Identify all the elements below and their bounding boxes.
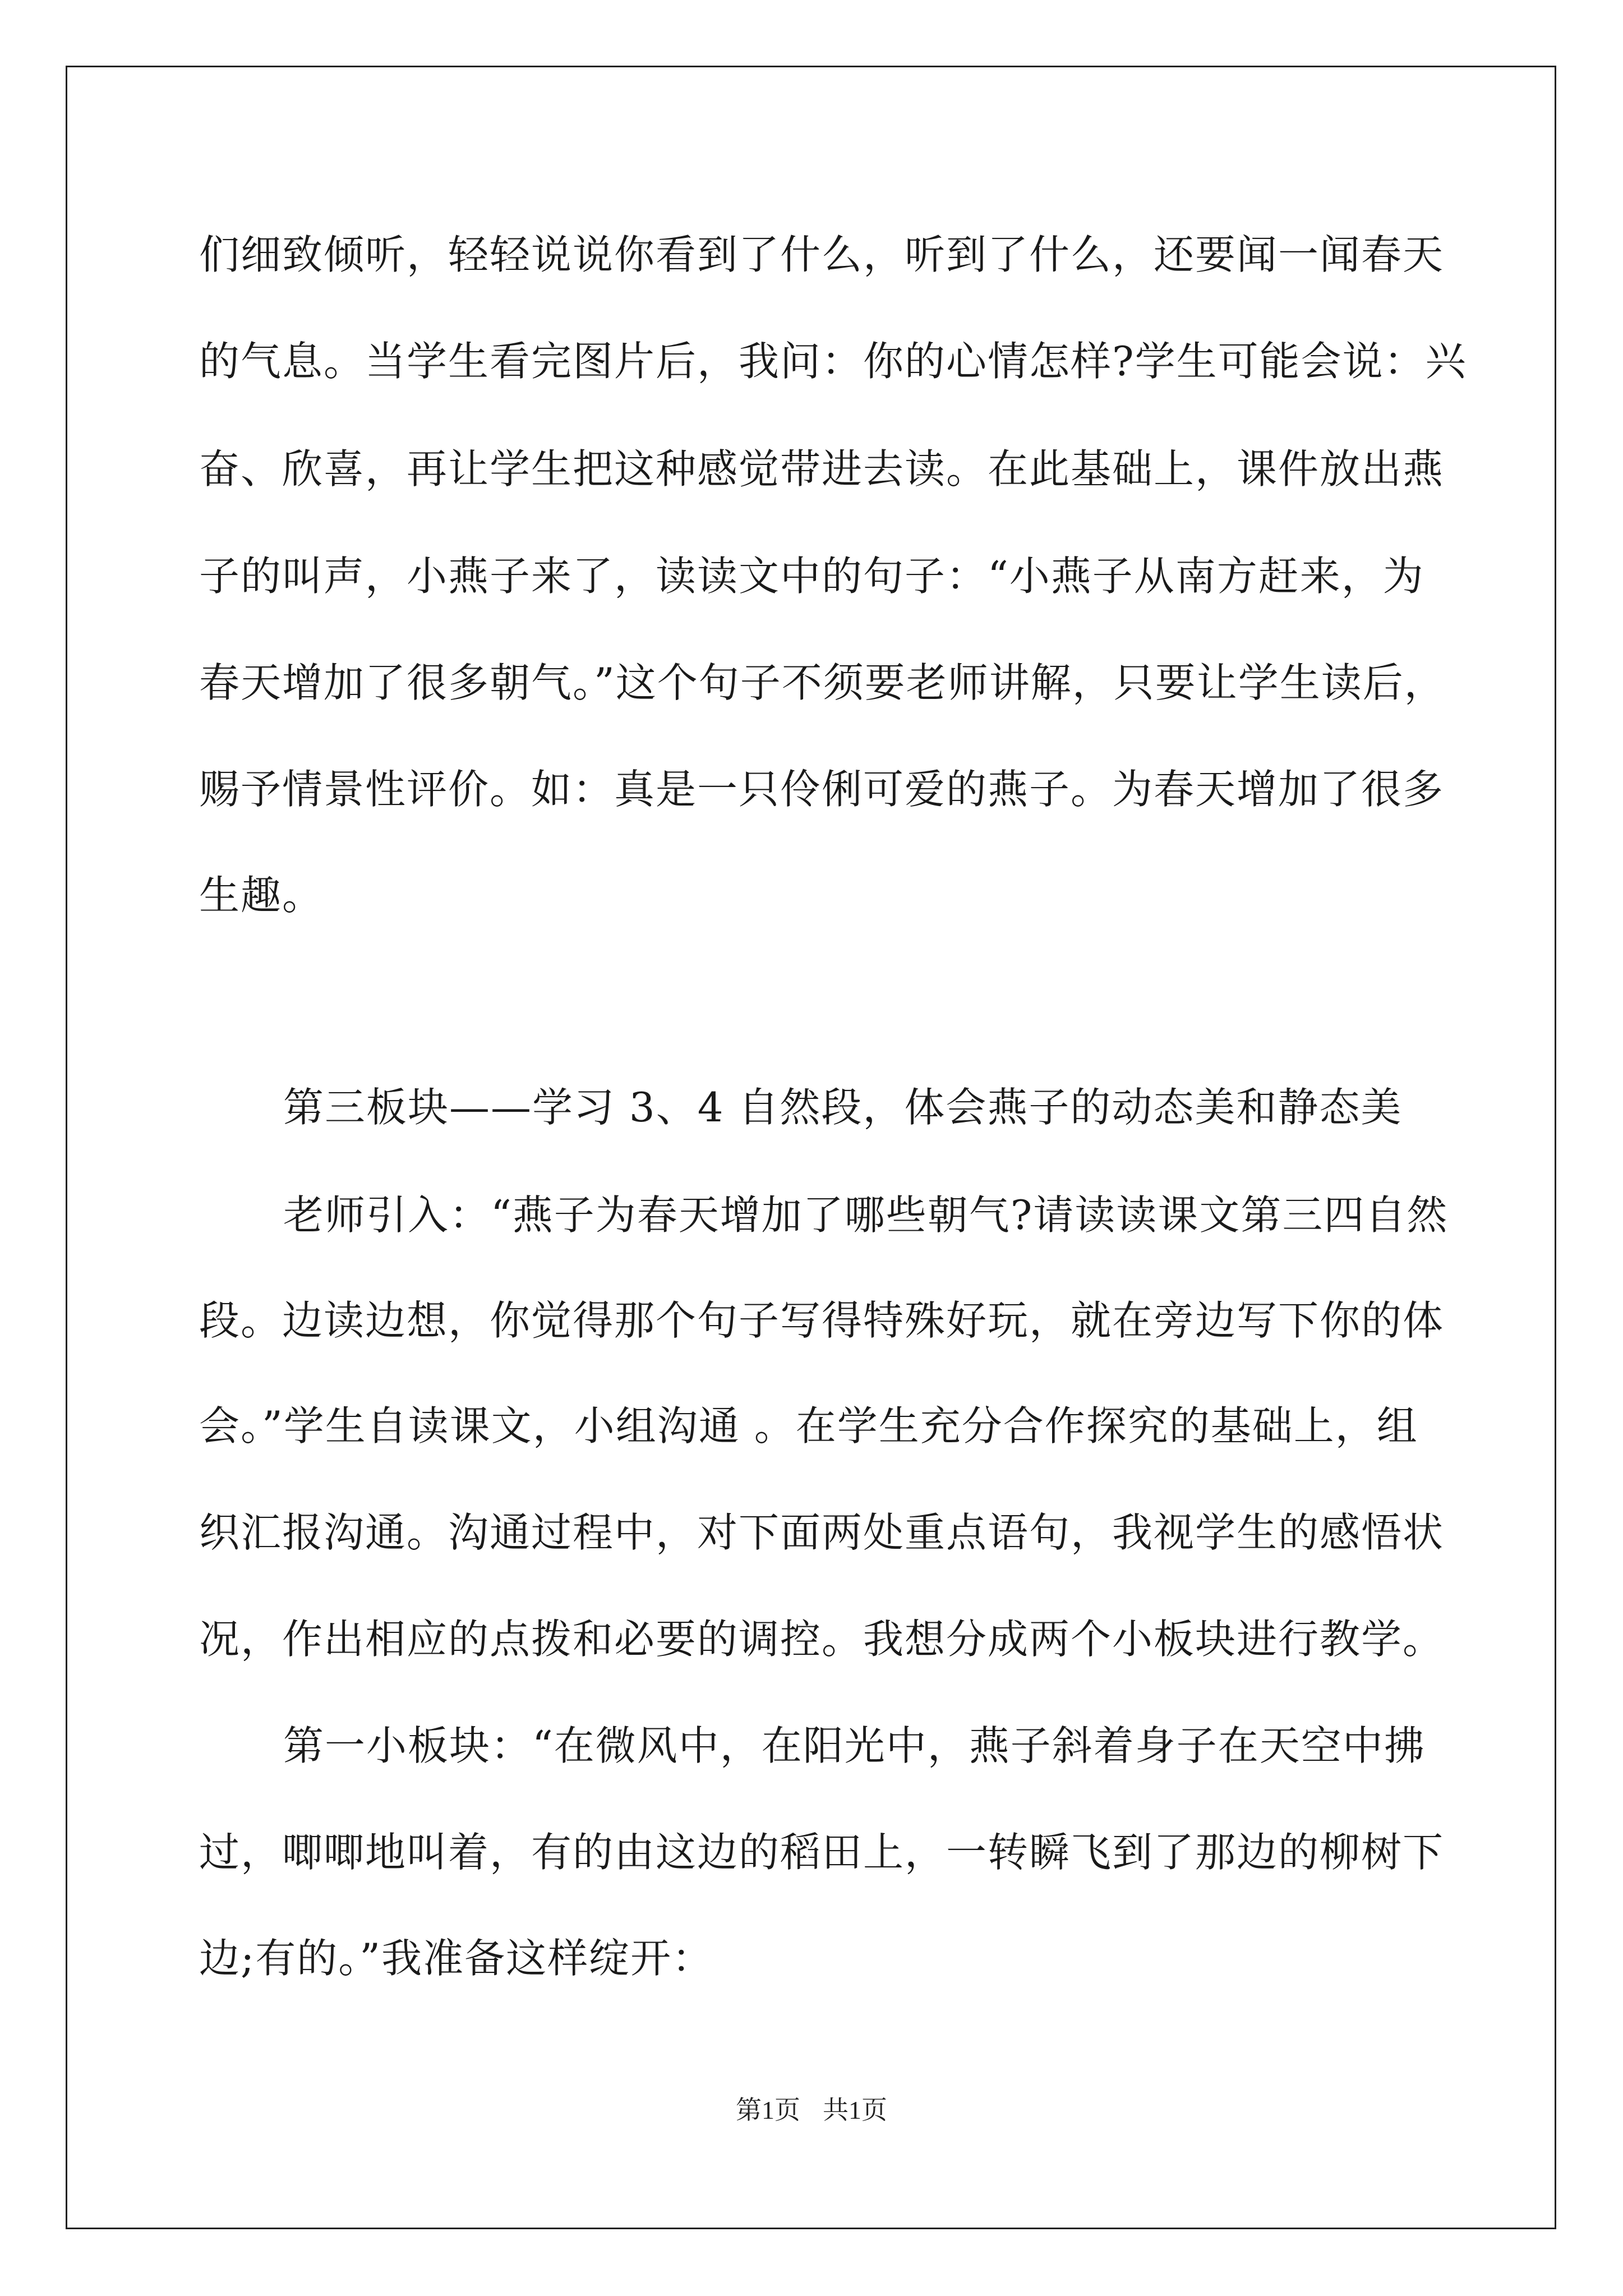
page-footer bbox=[0, 2090, 1623, 2127]
text-line: 赐予情景性评价。如：真是一只伶俐可爱的燕子。为春天增加了很多 bbox=[199, 766, 1445, 813]
text-line: 会。”学生自读课文，小组沟通 。在学生充分合作探究的基础上，组 bbox=[199, 1402, 1418, 1450]
page-number: 第1页 bbox=[736, 2096, 800, 2124]
text-line: 生趣。 bbox=[199, 872, 324, 919]
text-line: 奋、欣喜，再让学生把这种感觉带进去读。在此基础上，课件放出燕 bbox=[199, 445, 1445, 493]
text-line: 织汇报沟通。沟通过程中，对下面两处重点语句，我视学生的感悟状 bbox=[199, 1509, 1445, 1556]
text-line: 过，唧唧地叫着，有的由这边的稻田上，一转瞬飞到了那边的柳树下 bbox=[199, 1829, 1445, 1876]
text-line: 段。边读边想，你觉得那个句子写得特殊好玩，就在旁边写下你的体 bbox=[199, 1297, 1445, 1344]
text-line: 的气息。当学生看完图片后，我问：你的心情怎样?学生可能会说：兴 bbox=[199, 338, 1467, 385]
text-line: 子的叫声，小燕子来了，读读文中的句子：“小燕子从南方赶来，为 bbox=[199, 553, 1424, 600]
text-line: 边;有的。”我准备这样绽开： bbox=[199, 1935, 714, 1982]
text-line: 们细致倾听，轻轻说说你看到了什么，听到了什么，还要闻一闻春天 bbox=[199, 231, 1445, 278]
page-frame bbox=[66, 66, 1556, 2229]
text-line: 老师引入：“燕子为春天增加了哪些朝气?请读读课文第三四自然 bbox=[283, 1191, 1449, 1239]
text-line: 况，作出相应的点拨和必要的调控。我想分成两个小板块进行教学。 bbox=[199, 1616, 1445, 1663]
text-line: 第一小板块：“在微风中，在阳光中，燕子斜着身子在天空中拂 bbox=[283, 1722, 1426, 1769]
page-total: 共1页 bbox=[823, 2096, 887, 2124]
text-line: 春天增加了很多朝气。”这个句子不须要老师讲解，只要让学生读后， bbox=[199, 659, 1446, 706]
section-heading: 第三板块——学习 3、4 自然段，体会燕子的动态美和静态美 bbox=[283, 1084, 1403, 1131]
